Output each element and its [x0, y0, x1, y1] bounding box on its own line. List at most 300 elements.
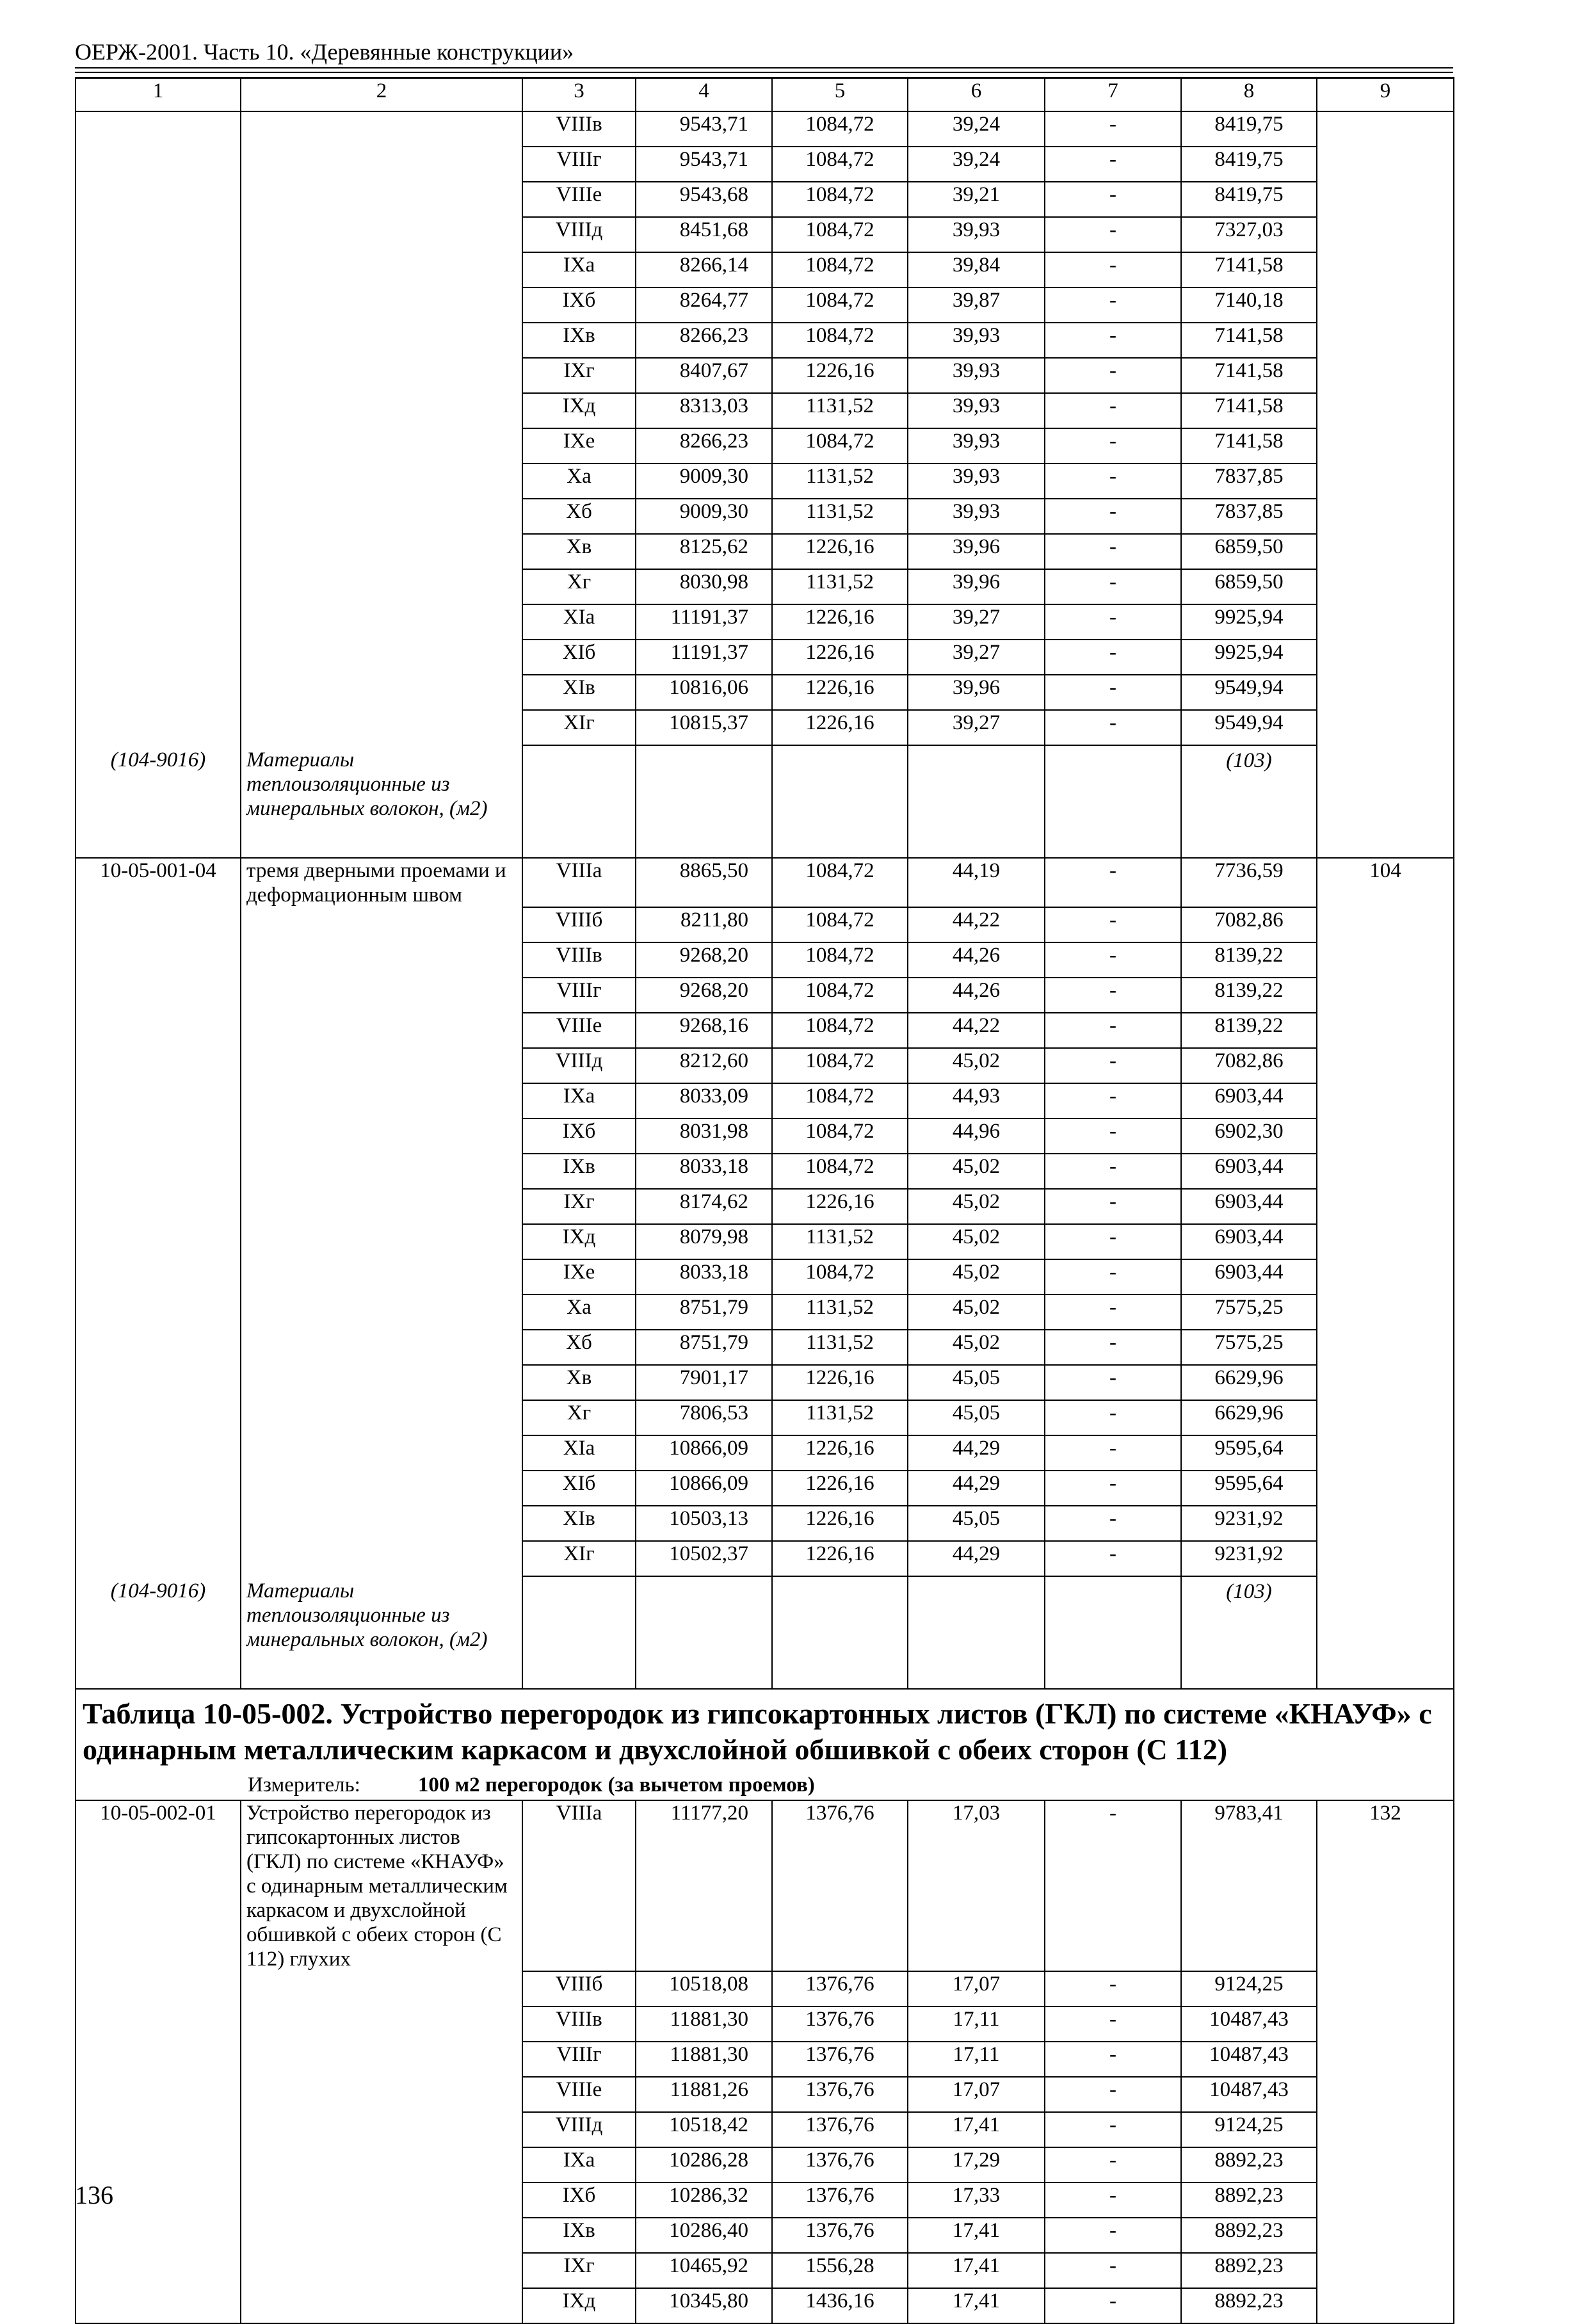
- rate-code-cell: [76, 1506, 241, 1541]
- material-cost-cell: 7736,59: [1181, 858, 1317, 907]
- labor-cost-cell: 1436,16: [772, 2288, 908, 2323]
- labor-cost-cell: 1226,16: [772, 358, 908, 393]
- rate-code-cell: 10-05-002-01: [76, 1800, 241, 1971]
- total-cost-cell: 8174,62: [636, 1189, 772, 1224]
- machine-cost-cell: 17,07: [908, 2077, 1045, 2112]
- rate-code-cell: [76, 2218, 241, 2253]
- table-row: [76, 1013, 1454, 1048]
- labor-hours-cell: [1317, 534, 1454, 569]
- work-name-cell: [241, 2183, 522, 2218]
- labor-hours-cell: [1317, 428, 1454, 464]
- material-cost-cell: 9595,64: [1181, 1471, 1317, 1506]
- driver-wage-cell: -: [1045, 942, 1181, 978]
- machine-cost-cell: 44,26: [908, 942, 1045, 978]
- table-row: [76, 1224, 1454, 1259]
- table-row: [76, 1330, 1454, 1365]
- material-cost-cell: 9925,94: [1181, 640, 1317, 675]
- total-cost-cell: 10518,42: [636, 2112, 772, 2147]
- material-cost-cell: 7575,25: [1181, 1330, 1317, 1365]
- work-name-cell: [241, 358, 522, 393]
- zone-cell: IXе: [522, 428, 636, 464]
- work-name-cell: [241, 978, 522, 1013]
- total-cost-cell: 11191,37: [636, 604, 772, 640]
- column-header: 1: [76, 78, 241, 112]
- total-cost-cell: 8266,23: [636, 323, 772, 358]
- material-cost-cell: 8139,22: [1181, 1013, 1317, 1048]
- machine-cost-cell: 39,96: [908, 534, 1045, 569]
- rate-code-cell: [76, 1083, 241, 1118]
- table-row: [76, 182, 1454, 217]
- labor-cost-cell: 1226,16: [772, 534, 908, 569]
- table-row: [76, 978, 1454, 1013]
- machine-cost-cell: 44,96: [908, 1118, 1045, 1154]
- driver-wage-cell: -: [1045, 2147, 1181, 2183]
- zone-cell: XIб: [522, 640, 636, 675]
- empty-cell: [522, 745, 636, 858]
- total-cost-cell: 10502,37: [636, 1541, 772, 1576]
- table-row: [76, 464, 1454, 499]
- table-row: [76, 1118, 1454, 1154]
- work-name-cell: [241, 2147, 522, 2183]
- labor-cost-cell: 1226,16: [772, 1435, 908, 1471]
- machine-cost-cell: 44,22: [908, 907, 1045, 942]
- total-cost-cell: 8031,98: [636, 1118, 772, 1154]
- total-cost-cell: 7806,53: [636, 1400, 772, 1435]
- total-cost-cell: 10286,40: [636, 2218, 772, 2253]
- driver-wage-cell: -: [1045, 2006, 1181, 2042]
- empty-cell: [1045, 745, 1181, 858]
- work-name-cell: [241, 569, 522, 604]
- zone-cell: VIIIг: [522, 147, 636, 182]
- table-title-row: [76, 1689, 1454, 1800]
- material-cost-cell: 6903,44: [1181, 1224, 1317, 1259]
- machine-cost-cell: 45,05: [908, 1400, 1045, 1435]
- labor-cost-cell: 1084,72: [772, 147, 908, 182]
- driver-wage-cell: -: [1045, 428, 1181, 464]
- labor-cost-cell: 1084,72: [772, 111, 908, 147]
- driver-wage-cell: -: [1045, 147, 1181, 182]
- table-row: [76, 2253, 1454, 2288]
- material-cost-cell: 9231,92: [1181, 1541, 1317, 1576]
- zone-cell: VIIIа: [522, 1800, 636, 1971]
- table-row: [76, 640, 1454, 675]
- work-name-cell: [241, 2042, 522, 2077]
- labor-cost-cell: 1376,76: [772, 1971, 908, 2006]
- work-name-cell: [241, 111, 522, 147]
- machine-cost-cell: 39,93: [908, 358, 1045, 393]
- material-code-cell: (104-9016): [76, 1576, 241, 1689]
- table-row: [76, 2042, 1454, 2077]
- work-name-cell: [241, 217, 522, 252]
- machine-cost-cell: 45,02: [908, 1154, 1045, 1189]
- labor-hours-cell: [1317, 1189, 1454, 1224]
- column-header: 8: [1181, 78, 1317, 112]
- machine-cost-cell: 45,02: [908, 1048, 1045, 1083]
- material-cost-cell: 8139,22: [1181, 978, 1317, 1013]
- driver-wage-cell: -: [1045, 2218, 1181, 2253]
- driver-wage-cell: -: [1045, 1471, 1181, 1506]
- rate-code-cell: [76, 942, 241, 978]
- rate-code-cell: [76, 499, 241, 534]
- table-row: [76, 1189, 1454, 1224]
- zone-cell: XIа: [522, 1435, 636, 1471]
- labor-hours-cell: [1317, 1154, 1454, 1189]
- table-row: [76, 1154, 1454, 1189]
- material-cost-cell: 10487,43: [1181, 2006, 1317, 2042]
- material-cost-cell: 9124,25: [1181, 1971, 1317, 2006]
- driver-wage-cell: -: [1045, 2183, 1181, 2218]
- material-cost-cell: 9124,25: [1181, 2112, 1317, 2147]
- column-header: 6: [908, 78, 1045, 112]
- table-row: [76, 675, 1454, 710]
- material-cost-cell: 6903,44: [1181, 1154, 1317, 1189]
- labor-cost-cell: 1376,76: [772, 1800, 908, 1971]
- driver-wage-cell: -: [1045, 1224, 1181, 1259]
- labor-hours-cell: [1317, 358, 1454, 393]
- machine-cost-cell: 45,02: [908, 1259, 1045, 1295]
- machine-cost-cell: 39,24: [908, 147, 1045, 182]
- work-name-cell: [241, 1541, 522, 1576]
- table-row: [76, 2288, 1454, 2323]
- labor-hours-cell: [1317, 182, 1454, 217]
- zone-cell: XIа: [522, 604, 636, 640]
- labor-hours-cell: [1317, 464, 1454, 499]
- labor-cost-cell: 1376,76: [772, 2006, 908, 2042]
- machine-cost-cell: 17,41: [908, 2218, 1045, 2253]
- labor-cost-cell: 1376,76: [772, 2183, 908, 2218]
- labor-cost-cell: 1084,72: [772, 942, 908, 978]
- labor-hours-cell: [1317, 147, 1454, 182]
- labor-cost-cell: 1084,72: [772, 978, 908, 1013]
- labor-hours-cell: [1317, 1013, 1454, 1048]
- work-name-cell: [241, 604, 522, 640]
- machine-cost-cell: 45,02: [908, 1224, 1045, 1259]
- table-row: [76, 1800, 1454, 1971]
- work-name-cell: тремя дверными проемами и деформационным швом: [241, 858, 522, 907]
- total-cost-cell: 11881,30: [636, 2042, 772, 2077]
- zone-cell: VIIIд: [522, 2112, 636, 2147]
- material-cost-cell: 9783,41: [1181, 1800, 1317, 1971]
- driver-wage-cell: -: [1045, 569, 1181, 604]
- driver-wage-cell: -: [1045, 499, 1181, 534]
- total-cost-cell: 8033,09: [636, 1083, 772, 1118]
- total-cost-cell: 10815,37: [636, 710, 772, 745]
- labor-cost-cell: 1084,72: [772, 182, 908, 217]
- material-cost-cell: 6903,44: [1181, 1189, 1317, 1224]
- machine-cost-cell: 39,84: [908, 252, 1045, 287]
- machine-cost-cell: 39,96: [908, 675, 1045, 710]
- machine-cost-cell: 45,02: [908, 1330, 1045, 1365]
- zone-cell: VIIIб: [522, 1971, 636, 2006]
- total-cost-cell: 8212,60: [636, 1048, 772, 1083]
- work-name-cell: [241, 147, 522, 182]
- rate-code-cell: 10-05-001-04: [76, 858, 241, 907]
- zone-cell: IXг: [522, 358, 636, 393]
- zone-cell: VIIIб: [522, 907, 636, 942]
- zone-cell: VIIIд: [522, 217, 636, 252]
- total-cost-cell: 9268,16: [636, 1013, 772, 1048]
- material-cost-cell: 8419,75: [1181, 147, 1317, 182]
- labor-hours-cell: [1317, 1048, 1454, 1083]
- table-row: [76, 147, 1454, 182]
- driver-wage-cell: -: [1045, 1330, 1181, 1365]
- table-row: [76, 1541, 1454, 1576]
- table-row: [76, 858, 1454, 907]
- labor-cost-cell: 1376,76: [772, 2077, 908, 2112]
- total-cost-cell: 8266,14: [636, 252, 772, 287]
- rate-code-cell: [76, 2006, 241, 2042]
- labor-hours-cell: [1317, 1083, 1454, 1118]
- material-cost-cell: 6902,30: [1181, 1118, 1317, 1154]
- total-cost-cell: 11191,37: [636, 640, 772, 675]
- machine-cost-cell: 39,27: [908, 710, 1045, 745]
- rate-code-cell: [76, 2112, 241, 2147]
- empty-cell: [636, 1576, 772, 1689]
- rate-code-cell: [76, 1400, 241, 1435]
- table-row: [76, 1259, 1454, 1295]
- labor-hours-cell: [1317, 640, 1454, 675]
- labor-hours-cell: [1317, 1365, 1454, 1400]
- total-cost-cell: 9009,30: [636, 499, 772, 534]
- labor-hours-cell: [1317, 1506, 1454, 1541]
- material-cost-cell: 8892,23: [1181, 2253, 1317, 2288]
- total-cost-cell: 9268,20: [636, 942, 772, 978]
- work-name-cell: [241, 1013, 522, 1048]
- total-cost-cell: 8079,98: [636, 1224, 772, 1259]
- driver-wage-cell: -: [1045, 640, 1181, 675]
- table-row: [76, 2112, 1454, 2147]
- total-cost-cell: 10465,92: [636, 2253, 772, 2288]
- machine-cost-cell: 44,93: [908, 1083, 1045, 1118]
- labor-hours-cell: [1317, 675, 1454, 710]
- driver-wage-cell: -: [1045, 1154, 1181, 1189]
- work-name-cell: [241, 1048, 522, 1083]
- material-cost-cell: 10487,43: [1181, 2077, 1317, 2112]
- labor-hours-cell: [1317, 2218, 1454, 2253]
- zone-cell: IXд: [522, 1224, 636, 1259]
- driver-wage-cell: -: [1045, 2288, 1181, 2323]
- material-cost-cell: 7575,25: [1181, 1295, 1317, 1330]
- material-cost-cell: 7141,58: [1181, 252, 1317, 287]
- rate-code-cell: [76, 710, 241, 745]
- table-body: [76, 78, 1454, 2324]
- rate-code-cell: [76, 358, 241, 393]
- column-header: 7: [1045, 78, 1181, 112]
- labor-hours-cell: [1317, 217, 1454, 252]
- labor-cost-cell: 1226,16: [772, 1189, 908, 1224]
- work-name-cell: [241, 2253, 522, 2288]
- material-cost-cell: 8139,22: [1181, 942, 1317, 978]
- driver-wage-cell: -: [1045, 358, 1181, 393]
- zone-cell: IXе: [522, 1259, 636, 1295]
- material-ref-cell: (103): [1181, 1576, 1317, 1689]
- rate-code-cell: [76, 111, 241, 147]
- header-rule: [75, 67, 1453, 69]
- rate-code-cell: [76, 2253, 241, 2288]
- labor-hours-cell: [1317, 978, 1454, 1013]
- labor-hours-cell: [1317, 2042, 1454, 2077]
- labor-hours-cell: [1317, 1118, 1454, 1154]
- column-header: 4: [636, 78, 772, 112]
- zone-cell: XIв: [522, 1506, 636, 1541]
- total-cost-cell: 8264,77: [636, 287, 772, 323]
- work-name-cell: [241, 534, 522, 569]
- driver-wage-cell: -: [1045, 1259, 1181, 1295]
- table-row: [76, 111, 1454, 147]
- labor-hours-cell: [1317, 323, 1454, 358]
- material-cost-cell: 7327,03: [1181, 217, 1317, 252]
- material-cost-cell: 7141,58: [1181, 393, 1317, 428]
- table-row: [76, 2006, 1454, 2042]
- machine-cost-cell: 17,11: [908, 2006, 1045, 2042]
- rate-code-cell: [76, 393, 241, 428]
- driver-wage-cell: -: [1045, 2112, 1181, 2147]
- rate-code-cell: [76, 978, 241, 1013]
- rate-code-cell: [76, 1541, 241, 1576]
- driver-wage-cell: -: [1045, 1118, 1181, 1154]
- unit-value: 100 м2 перегородок (за вычетом проемов): [417, 1773, 815, 1796]
- rate-code-cell: [76, 1118, 241, 1154]
- total-cost-cell: 8865,50: [636, 858, 772, 907]
- zone-cell: IXа: [522, 1083, 636, 1118]
- empty-cell: [1317, 1576, 1454, 1689]
- driver-wage-cell: -: [1045, 858, 1181, 907]
- labor-hours-cell: [1317, 2288, 1454, 2323]
- zone-cell: VIIIе: [522, 1013, 636, 1048]
- driver-wage-cell: -: [1045, 252, 1181, 287]
- work-name-cell: [241, 1295, 522, 1330]
- machine-cost-cell: 39,93: [908, 464, 1045, 499]
- material-row: [76, 745, 1454, 858]
- machine-cost-cell: 39,93: [908, 393, 1045, 428]
- rate-code-cell: [76, 182, 241, 217]
- total-cost-cell: 7901,17: [636, 1365, 772, 1400]
- table-row: [76, 1971, 1454, 2006]
- driver-wage-cell: -: [1045, 604, 1181, 640]
- machine-cost-cell: 17,41: [908, 2112, 1045, 2147]
- total-cost-cell: 8211,80: [636, 907, 772, 942]
- table-row: [76, 1048, 1454, 1083]
- labor-hours-cell: [1317, 393, 1454, 428]
- work-name-cell: [241, 2112, 522, 2147]
- table-row: [76, 499, 1454, 534]
- material-code-cell: (104-9016): [76, 745, 241, 858]
- labor-cost-cell: 1084,72: [772, 1048, 908, 1083]
- rate-code-cell: [76, 2042, 241, 2077]
- total-cost-cell: 8313,03: [636, 393, 772, 428]
- material-ref-cell: (103): [1181, 745, 1317, 858]
- table-row: [76, 2183, 1454, 2218]
- machine-cost-cell: 17,41: [908, 2288, 1045, 2323]
- zone-cell: Xг: [522, 1400, 636, 1435]
- driver-wage-cell: -: [1045, 393, 1181, 428]
- work-name-cell: [241, 1971, 522, 2006]
- zone-cell: VIIIв: [522, 111, 636, 147]
- material-cost-cell: 6859,50: [1181, 569, 1317, 604]
- driver-wage-cell: -: [1045, 1189, 1181, 1224]
- labor-cost-cell: 1131,52: [772, 569, 908, 604]
- column-header: 5: [772, 78, 908, 112]
- table-row: [76, 942, 1454, 978]
- machine-cost-cell: 17,29: [908, 2147, 1045, 2183]
- labor-hours-cell: [1317, 710, 1454, 745]
- machine-cost-cell: 39,21: [908, 182, 1045, 217]
- driver-wage-cell: -: [1045, 2077, 1181, 2112]
- total-cost-cell: 11881,26: [636, 2077, 772, 2112]
- driver-wage-cell: -: [1045, 907, 1181, 942]
- zone-cell: IXб: [522, 1118, 636, 1154]
- rates-table: [75, 77, 1454, 2324]
- running-header: ОЕРЖ-2001. Часть 10. «Деревянные конструкции»: [75, 39, 574, 65]
- zone-cell: IXб: [522, 2183, 636, 2218]
- material-cost-cell: 7082,86: [1181, 907, 1317, 942]
- labor-cost-cell: 1131,52: [772, 499, 908, 534]
- page-number: 136: [75, 2181, 113, 2209]
- driver-wage-cell: -: [1045, 323, 1181, 358]
- work-name-cell: [241, 1083, 522, 1118]
- machine-cost-cell: 39,96: [908, 569, 1045, 604]
- labor-hours-cell: [1317, 907, 1454, 942]
- rate-code-cell: [76, 640, 241, 675]
- total-cost-cell: 8030,98: [636, 569, 772, 604]
- zone-cell: IXд: [522, 393, 636, 428]
- rate-code-cell: [76, 2147, 241, 2183]
- zone-cell: Xг: [522, 569, 636, 604]
- table-title-cell: [76, 1689, 1454, 1800]
- rate-code-cell: [76, 2288, 241, 2323]
- labor-cost-cell: 1376,76: [772, 2112, 908, 2147]
- rate-code-cell: [76, 464, 241, 499]
- rate-code-cell: [76, 675, 241, 710]
- rate-code-cell: [76, 1330, 241, 1365]
- zone-cell: IXг: [522, 1189, 636, 1224]
- labor-hours-cell: [1317, 1259, 1454, 1295]
- labor-hours-cell: [1317, 1971, 1454, 2006]
- work-name-cell: [241, 499, 522, 534]
- driver-wage-cell: -: [1045, 1083, 1181, 1118]
- zone-cell: IXа: [522, 252, 636, 287]
- labor-hours-cell: [1317, 1330, 1454, 1365]
- work-name-cell: [241, 1259, 522, 1295]
- machine-cost-cell: 39,24: [908, 111, 1045, 147]
- total-cost-cell: 8751,79: [636, 1330, 772, 1365]
- material-cost-cell: 8892,23: [1181, 2183, 1317, 2218]
- total-cost-cell: 10866,09: [636, 1471, 772, 1506]
- table-row: [76, 710, 1454, 745]
- work-name-cell: [241, 640, 522, 675]
- labor-cost-cell: 1376,76: [772, 2218, 908, 2253]
- zone-cell: VIIIв: [522, 2006, 636, 2042]
- zone-cell: VIIIв: [522, 942, 636, 978]
- rate-code-cell: [76, 2077, 241, 2112]
- empty-cell: [772, 745, 908, 858]
- machine-cost-cell: 17,03: [908, 1800, 1045, 1971]
- zone-cell: XIг: [522, 710, 636, 745]
- labor-hours-cell: [1317, 499, 1454, 534]
- rate-code-cell: [76, 1048, 241, 1083]
- total-cost-cell: 8033,18: [636, 1154, 772, 1189]
- work-name-cell: [241, 1435, 522, 1471]
- material-name-cell: Материалы теплоизоляционные из минеральных волокон, (м2): [241, 745, 522, 858]
- material-cost-cell: 9231,92: [1181, 1506, 1317, 1541]
- work-name-cell: [241, 1118, 522, 1154]
- total-cost-cell: 9543,71: [636, 111, 772, 147]
- labor-cost-cell: 1084,72: [772, 428, 908, 464]
- work-name-cell: [241, 1154, 522, 1189]
- labor-cost-cell: 1084,72: [772, 1259, 908, 1295]
- driver-wage-cell: -: [1045, 217, 1181, 252]
- labor-hours-cell: [1317, 252, 1454, 287]
